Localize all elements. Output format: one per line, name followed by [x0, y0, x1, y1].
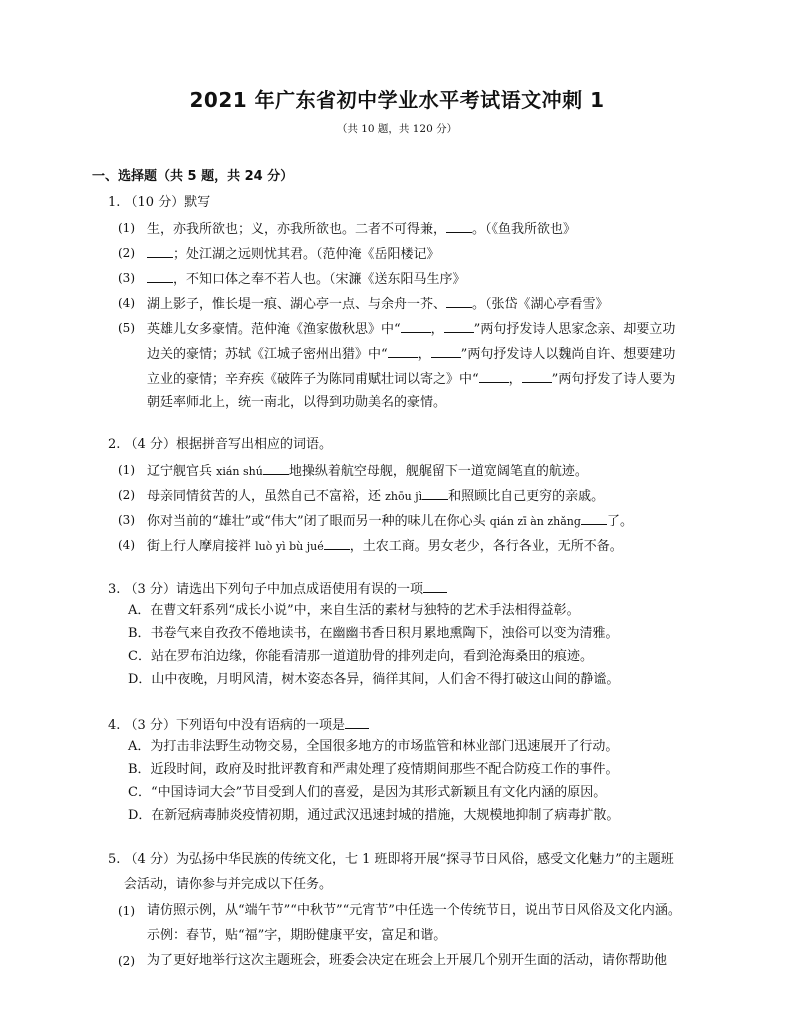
- pinyin: luò yì bù jué: [255, 540, 324, 553]
- q5-2-number: (2): [118, 954, 135, 968]
- q5-1-example: 示例：春节，贴“福”字，期盼健康平安，富足和谐。: [147, 928, 447, 943]
- answer-blank[interactable]: [422, 487, 448, 500]
- page-title: 2021 年广东省初中学业水平考试语文冲刺 1: [189, 88, 605, 112]
- pinyin: qián zī àn zhǎng: [489, 515, 581, 528]
- q1-5-line2: 边关的豪情；苏轼《江城子密州出猎》中“ ， ”两句抒发诗人以魏尚自许、想要建功: [147, 347, 676, 362]
- q2-2-text: 母亲同情贫苦的人，虽然自己不富裕，还 zhōu jì 和照顾比自己更穷的亲戚。: [147, 489, 605, 504]
- q3-option-d: D．山中夜晚，月明风清，树木姿态各异，徜徉其间，人们舍不得打破这山间的静谧。: [128, 672, 620, 687]
- q1-2-number: (2): [118, 246, 135, 260]
- section-heading: 一、选择题（共 5 题，共 24 分）: [92, 169, 294, 184]
- answer-blank[interactable]: [479, 370, 509, 383]
- answer-blank[interactable]: [324, 537, 350, 550]
- q1-4-text: 湖上影子，惟长堤一痕、湖心亭一点、与余舟一芥、 。（张岱《湖心亭看雪》: [147, 297, 609, 312]
- answer-blank[interactable]: [446, 295, 472, 308]
- q2-heading: 2. （4 分）根据拼音写出相应的词语。: [108, 437, 332, 452]
- q2-4-text: 街上行人摩肩接袢 luò yì bù jué ，土农工商。男女老少，各行各业，无所不备。: [147, 539, 623, 554]
- q1-5-number: (5): [118, 321, 135, 335]
- pinyin: xián shú: [216, 465, 263, 478]
- q2-2-number: (2): [118, 488, 135, 502]
- q3-option-a: A．在曹文轩系列“成长小说”中，来自生活的素材与独特的艺术手法相得益彰。: [128, 603, 580, 618]
- q1-heading: 1. （10 分）默写: [108, 195, 211, 210]
- answer-blank[interactable]: [431, 345, 461, 358]
- q3-heading: 3. （3 分）请选出下列句子中加点成语使用有误的一项: [108, 580, 447, 598]
- q4-heading: 4. （3 分）下列语句中没有语病的一项是: [108, 716, 369, 734]
- answer-blank[interactable]: [423, 580, 447, 593]
- q2-3-text: 你对当前的“雄壮”或“伟大”闭了眼而另一种的味儿在你心头 qián zī àn zhǎng 了。: [147, 514, 633, 529]
- q2-4-number: (4): [118, 538, 135, 552]
- q5-1-number: (1): [118, 904, 135, 918]
- answer-blank[interactable]: [147, 245, 173, 258]
- q1-4-number: (4): [118, 296, 135, 310]
- q5-2-text: 为了更好地举行这次主题班会，班委会决定在班会上开展几个别开生面的活动，请你帮助他: [147, 953, 668, 968]
- q1-1-number: (1): [118, 221, 135, 235]
- q3-option-c: C．站在罗布泊边缘，你能看清那一道道肋骨的排列走向，看到沧海桑田的痕迹。: [128, 649, 593, 664]
- q1-5-line4: 朝廷率师北上，统一南北，以得到功勋美名的豪情。: [147, 395, 447, 410]
- q1-2-text: ；处江湖之远则忧其君。（范仲淹《岳阳楼记》: [147, 245, 440, 263]
- answer-blank[interactable]: [581, 512, 607, 525]
- answer-blank[interactable]: [147, 270, 173, 283]
- answer-blank[interactable]: [446, 220, 472, 233]
- q2-1-number: (1): [118, 463, 135, 477]
- pinyin: zhōu jì: [385, 490, 423, 503]
- q2-3-number: (3): [118, 513, 135, 527]
- q1-3-number: (3): [118, 271, 135, 285]
- q5-1-text: 请仿照示例，从“端午节”“中秋节”“元宵节”中任选一个传统节日，说出节日风俗及文化内涵。: [147, 903, 681, 918]
- q1-3-text: ，不知口体之奉不若人也。（宋濂《送东阳马生序》: [147, 270, 466, 288]
- q3-option-b: B．书卷气来自孜孜不倦地读书，在幽幽书香日积月累地熏陶下，浊俗可以变为清雅。: [128, 626, 619, 641]
- q5-heading-line2: 会活动，请你参与并完成以下任务。: [124, 877, 333, 892]
- q4-option-b: B．近段时间，政府及时批评教育和严肃处理了疫情期间那些不配合防疫工作的事件。: [128, 762, 619, 777]
- answer-blank[interactable]: [263, 462, 289, 475]
- answer-blank[interactable]: [401, 320, 431, 333]
- q1-5-line3: 立业的豪情；辛弃疾《破阵子为陈同甫赋壮词以寄之》中“ ， ”两句抒发了诗人要为: [147, 372, 676, 387]
- answer-blank[interactable]: [522, 370, 552, 383]
- q2-1-text: 辽宁舰官兵 xián shú 地操纵着航空母舰，舰艉留下一道宽阔笔直的航迹。: [147, 464, 588, 479]
- q4-option-c: C．“中国诗词大会”节目受到人们的喜爱，是因为其形式新颖且有文化内涵的原因。: [128, 785, 607, 800]
- q1-5-line1: 英雄儿女多豪情。范仲淹《渔家傲秋思》中“ ， ”两句抒发诗人思家念亲、却要立功: [147, 322, 676, 337]
- q4-option-d: D．在新冠病毒肺炎疫情初期，通过武汉迅速封城的措施，大规模地抑制了病毒扩散。: [128, 808, 620, 823]
- answer-blank[interactable]: [388, 345, 418, 358]
- page-subtitle: （共 10 题，共 120 分）: [336, 123, 458, 135]
- q4-option-a: A．为打击非法野生动物交易，全国很多地方的市场监管和林业部门迅速展开了行动。: [128, 739, 619, 754]
- answer-blank[interactable]: [345, 716, 369, 729]
- q5-heading-line1: 5. （4 分）为弘扬中华民族的传统文化，七 1 班即将开展“探寻节日风俗，感受文化魅力”的主题班: [108, 852, 674, 867]
- answer-blank[interactable]: [444, 320, 474, 333]
- q1-1-text: 生，亦我所欲也；义，亦我所欲也。二者不可得兼， 。（《鱼我所欲也》: [147, 222, 577, 237]
